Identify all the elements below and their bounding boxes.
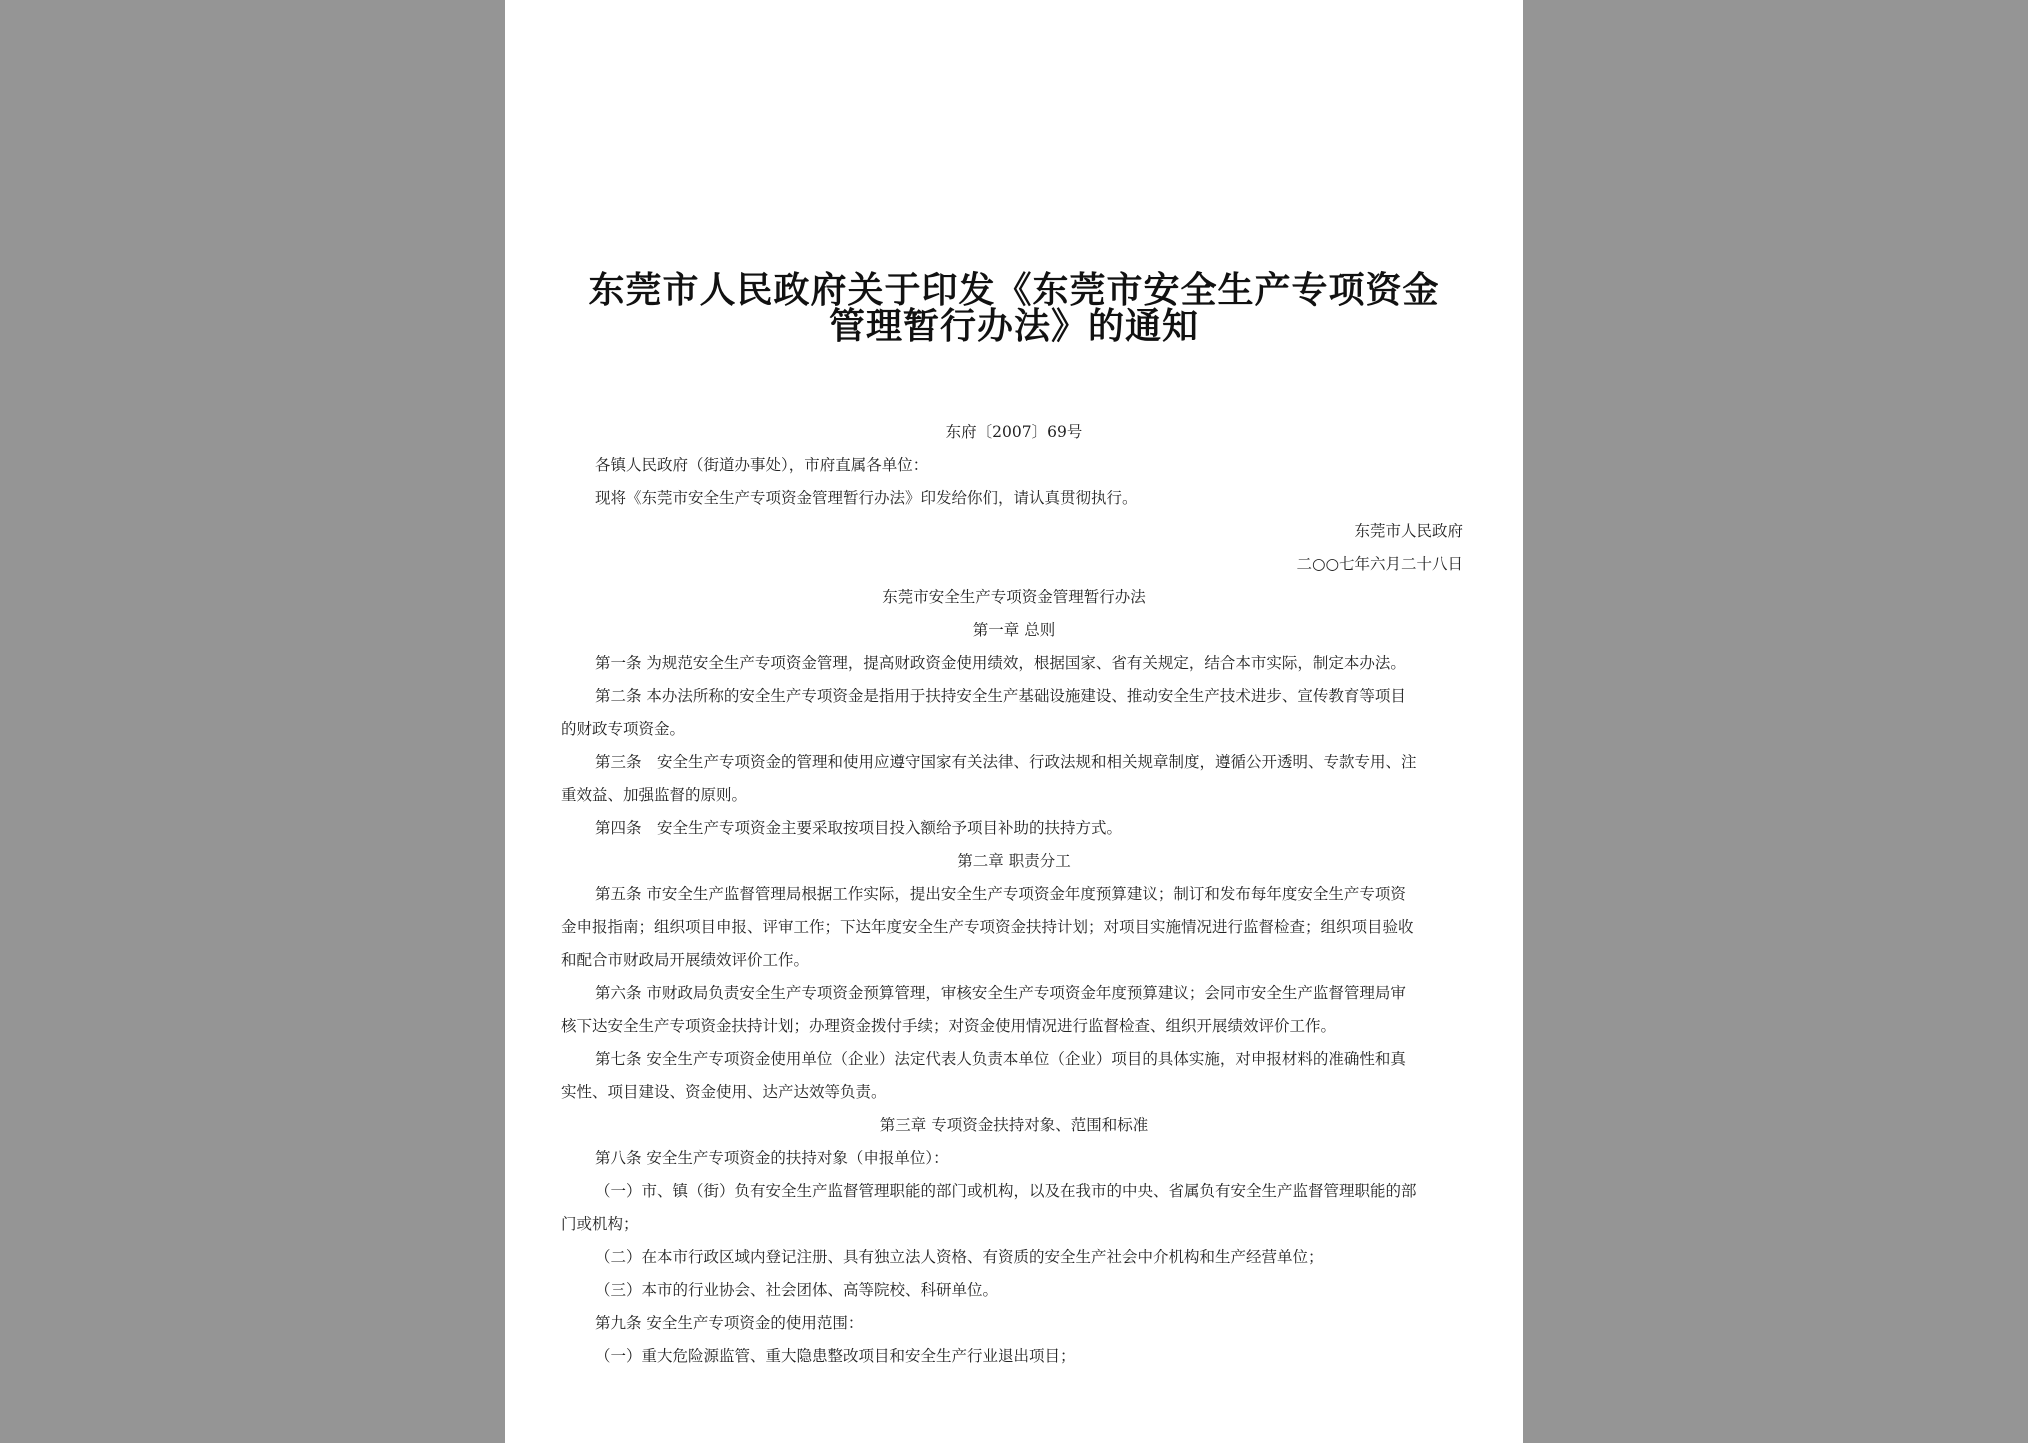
article-5-line-1: 第五条 市安全生产监督管理局根据工作实际，提出安全生产专项资金年度预算建议；制订和发布每年度安全生产专项资 — [595, 885, 1406, 903]
article-6-line-1: 第六条 市财政局负责安全生产专项资金预算管理，审核安全生产专项资金年度预算建议；会同市安全生产监督管理局审 — [595, 984, 1406, 1002]
article-1: 第一条 为规范安全生产专项资金管理，提高财政资金使用绩效，根据国家、省有关规定，结合本市实际，制定本办法。 — [595, 654, 1406, 672]
article-8-item-2: （二）在本市行政区域内登记注册、具有独立法人资格、有资质的安全生产社会中介机构和生产经营单位； — [595, 1248, 1324, 1266]
document-title-line-2: 管理暂行办法》的通知 — [828, 306, 1199, 347]
article-7-line-2: 实性、项目建设、资金使用、达产达效等负责。 — [561, 1083, 887, 1101]
article-8-item-3: （三）本市的行业协会、社会团体、高等院校、科研单位。 — [595, 1281, 999, 1299]
article-9: 第九条 安全生产专项资金的使用范围： — [595, 1314, 864, 1332]
article-4: 第四条 安全生产专项资金主要采取按项目投入额给予项目补助的扶持方式。 — [595, 819, 1123, 837]
article-3-line-2: 重效益、加强监督的原则。 — [561, 786, 748, 804]
article-3-line-1: 第三条 安全生产专项资金的管理和使用应遵守国家有关法律、行政法规和相关规章制度，遵循公开透明、专款专用、注 — [595, 753, 1417, 771]
addressee: 各镇人民政府（街道办事处），市府直属各单位： — [595, 456, 929, 474]
document-page — [505, 0, 1523, 1443]
intro-paragraph: 现将《东莞市安全生产专项资金管理暂行办法》印发给你们，请认真贯彻执行。 — [595, 489, 1138, 507]
article-8-item-1-line-2: 门或机构； — [561, 1215, 639, 1233]
chapter-heading: 第一章 总则 — [972, 621, 1056, 639]
chapter-heading: 第三章 专项资金扶持对象、范围和标准 — [879, 1116, 1149, 1134]
article-2-line-2: 的财政专项资金。 — [561, 720, 686, 738]
document-number: 东府〔2007〕69号 — [945, 423, 1083, 441]
article-2-line-1: 第二条 本办法所称的安全生产专项资金是指用于扶持安全生产基础设施建设、推动安全生产技术进步、宣传教育等项目 — [595, 687, 1406, 705]
article-8-item-1-line-1: （一）市、镇（街）负有安全生产监督管理职能的部门或机构，以及在我市的中央、省属负有安全生产监督管理职能的部 — [595, 1182, 1417, 1200]
chapter-heading: 第二章 职责分工 — [957, 852, 1071, 870]
article-8: 第八条 安全生产专项资金的扶持对象（申报单位）： — [595, 1149, 949, 1167]
article-5-line-2: 金申报指南；组织项目申报、评审工作；下达年度安全生产专项资金扶持计划；对项目实施情况进行监督检查；组织项目验收 — [561, 918, 1414, 936]
issuer: 东莞市人民政府 — [1354, 522, 1463, 540]
article-7-line-1: 第七条 安全生产专项资金使用单位（企业）法定代表人负责本单位（企业）项目的具体实施，对申报材料的准确性和真 — [595, 1050, 1406, 1068]
article-5-line-3: 和配合市财政局开展绩效评价工作。 — [561, 951, 810, 969]
issue-date: 二○○七年六月二十八日 — [1296, 555, 1463, 573]
article-6-line-2: 核下达安全生产专项资金扶持计划；办理资金拨付手续；对资金使用情况进行监督检查、组织开展绩效评价工作。 — [561, 1017, 1337, 1035]
document-title-line-1: 东莞市人民政府关于印发《东莞市安全生产专项资金 — [588, 270, 1440, 311]
measure-title: 东莞市安全生产专项资金管理暂行办法 — [882, 588, 1146, 606]
article-9-item-1: （一）重大危险源监管、重大隐患整改项目和安全生产行业退出项目； — [595, 1347, 1076, 1365]
